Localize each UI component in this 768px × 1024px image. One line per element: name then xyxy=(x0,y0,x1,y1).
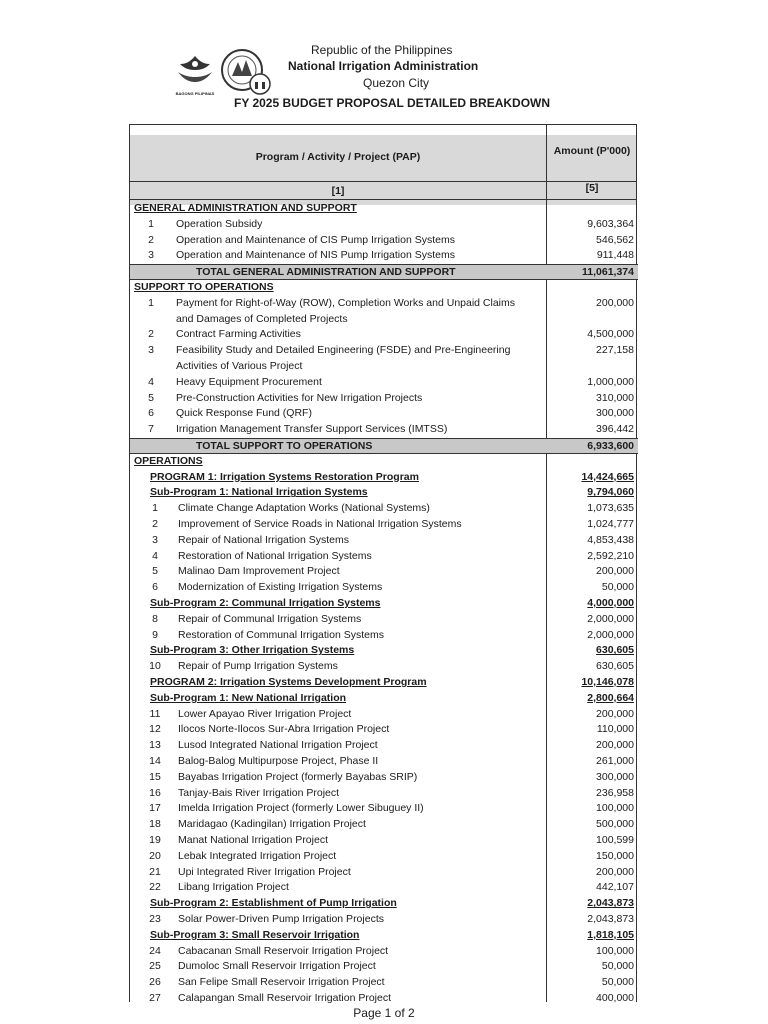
table-row xyxy=(130,786,638,800)
row-description: Contract Farming Activities xyxy=(176,328,301,341)
row-amount: 100,599 xyxy=(596,834,634,846)
table-row xyxy=(130,406,638,420)
row-description: Operation and Maintenance of CIS Pump Irrigation Systems xyxy=(176,233,455,246)
column-header-amount: Amount (P'000) xyxy=(553,145,631,157)
table-row xyxy=(130,391,638,405)
row-number: 23 xyxy=(149,913,161,925)
row-description: Upi Integrated River Irrigation Project xyxy=(178,865,351,878)
row-description: Improvement of Service Roads in National Irrigation Systems xyxy=(178,518,462,530)
table-row xyxy=(130,533,638,547)
row-amount: 200,000 xyxy=(596,707,634,720)
row-amount: 4,853,438 xyxy=(587,533,634,546)
row-amount: 2,000,000 xyxy=(587,612,634,625)
row-amount: 200,000 xyxy=(596,739,634,752)
row-description: Lower Apayao River Irrigation Project xyxy=(178,707,352,720)
row-number: 1 xyxy=(148,217,154,230)
row-number: 16 xyxy=(149,786,161,799)
table-row xyxy=(130,296,638,310)
row-description: Sub-Program 2: Communal Irrigation Systems xyxy=(150,597,381,609)
row-description: Cabacanan Small Reservoir Irrigation Project xyxy=(178,944,389,957)
row-amount: 200,000 xyxy=(596,565,634,578)
row-number: 17 xyxy=(149,802,161,815)
row-number: 7 xyxy=(148,423,154,436)
row-description: Modernization of Existing Irrigation Systems xyxy=(178,581,383,594)
row-description: Operation and Maintenance of NIS Pump Irrigation Systems xyxy=(176,249,455,262)
column-header-pap: Program / Activity / Project (PAP) xyxy=(255,151,421,163)
table-row xyxy=(130,375,638,389)
table-row xyxy=(130,485,638,499)
row-amount: 1,000,000 xyxy=(587,375,634,388)
table-row xyxy=(130,833,638,847)
document-header xyxy=(0,0,768,120)
row-description: Restoration of National Irrigation Systems xyxy=(178,549,372,562)
row-number: 14 xyxy=(149,755,161,767)
header-city: Quezon City xyxy=(363,76,430,90)
row-amount: 911,448 xyxy=(596,249,634,262)
row-amount: 1,073,635 xyxy=(587,502,634,515)
row-description: Imelda Irrigation Project (formerly Lower Sibuguey II) xyxy=(178,802,424,815)
table-row xyxy=(130,343,638,357)
table-row xyxy=(130,549,638,563)
bagong-pilipinas-logo xyxy=(172,52,218,96)
row-amount: 4,000,000 xyxy=(587,597,634,609)
row-description: Balog-Balog Multipurpose Project, Phase II xyxy=(178,755,379,767)
table-row xyxy=(130,312,638,326)
row-amount: 396,442 xyxy=(596,423,634,436)
row-number: 26 xyxy=(149,976,161,989)
row-description: Repair of Communal Irrigation Systems xyxy=(178,612,362,625)
row-description: PROGRAM 1: Irrigation Systems Restoration Program xyxy=(150,470,419,483)
table-row xyxy=(130,580,638,594)
row-description: Ilocos Norte-Ilocos Sur-Abra Irrigation Project xyxy=(178,723,390,736)
row-amount: 50,000 xyxy=(601,976,634,989)
row-amount: 150,000 xyxy=(596,849,634,862)
table-row xyxy=(130,928,638,942)
row-amount: 300,000 xyxy=(596,407,634,420)
row-amount: 546,562 xyxy=(596,233,634,246)
row-amount: 261,000 xyxy=(596,755,634,767)
row-number: 1 xyxy=(148,296,154,309)
row-amount: 2,043,873 xyxy=(587,897,634,910)
row-number: 12 xyxy=(149,723,161,736)
row-amount: 50,000 xyxy=(601,581,634,594)
row-number: 4 xyxy=(148,375,154,388)
table-row xyxy=(130,738,638,752)
row-number: 3 xyxy=(148,344,154,357)
row-number: 25 xyxy=(149,960,161,973)
table-row xyxy=(130,865,638,879)
row-number: 19 xyxy=(149,834,161,846)
table-row xyxy=(130,628,638,642)
row-description: Tanjay-Bais River Irrigation Project xyxy=(178,786,340,799)
row-amount: 10,146,078 xyxy=(581,676,634,688)
page-title: FY 2025 BUDGET PROPOSAL DETAILED BREAKDOWN xyxy=(234,96,551,110)
row-description: Pre-Construction Activities for New Irrigation Projects xyxy=(176,391,423,404)
table-row xyxy=(130,612,638,626)
row-description: SUPPORT TO OPERATIONS xyxy=(134,281,274,293)
row-number: 10 xyxy=(149,660,161,673)
row-description: San Felipe Small Reservoir Irrigation Project xyxy=(178,976,385,989)
row-description: Repair of Pump Irrigation Systems xyxy=(178,660,338,673)
row-amount: 236,958 xyxy=(596,786,634,799)
table-row xyxy=(130,517,638,531)
row-number: 8 xyxy=(152,612,158,625)
row-description: PROGRAM 2: Irrigation Systems Development Program xyxy=(150,676,427,688)
row-description: Feasibility Study and Detailed Engineering (FSDE) and Pre-Engineering xyxy=(176,344,511,357)
row-amount: 300,000 xyxy=(596,770,634,783)
row-amount: 50,000 xyxy=(601,960,634,973)
table-row xyxy=(130,201,638,215)
logo-caption: BAGONG PILIPINAS xyxy=(175,91,215,96)
row-amount: 100,000 xyxy=(596,944,634,957)
row-description: Solar Power-Driven Pump Irrigation Projects xyxy=(178,913,384,925)
row-number: 21 xyxy=(149,865,161,878)
table-row xyxy=(130,248,638,262)
row-amount: 400,000 xyxy=(596,992,634,1004)
table-row xyxy=(130,722,638,736)
table-row xyxy=(130,817,638,831)
table-row xyxy=(130,659,638,673)
row-number: 18 xyxy=(149,818,161,831)
row-amount: 2,043,873 xyxy=(587,913,634,925)
row-number: 2 xyxy=(152,518,158,530)
table-row xyxy=(130,643,638,657)
row-description: TOTAL GENERAL ADMINISTRATION AND SUPPORT xyxy=(196,266,456,279)
table-row xyxy=(130,217,638,231)
table-row xyxy=(130,596,638,610)
row-number: 2 xyxy=(148,328,154,341)
row-number: 22 xyxy=(149,881,161,894)
row-amount: 2,000,000 xyxy=(587,628,634,641)
row-description: TOTAL SUPPORT TO OPERATIONS xyxy=(196,440,373,452)
row-amount: 500,000 xyxy=(596,818,634,831)
row-amount: 6,933,600 xyxy=(587,440,634,452)
row-description: Quick Response Fund (QRF) xyxy=(176,407,312,420)
row-description: Libang Irrigation Project xyxy=(178,881,289,894)
row-amount: 2,592,210 xyxy=(587,549,634,562)
row-description: Malinao Dam Improvement Project xyxy=(178,565,340,578)
header-bottom-line xyxy=(130,199,636,200)
row-amount: 200,000 xyxy=(596,296,634,309)
row-amount: 630,605 xyxy=(596,660,634,673)
row-number: 5 xyxy=(148,391,154,404)
row-description: Dumoloc Small Reservoir Irrigation Project xyxy=(178,960,376,973)
table-row xyxy=(130,959,638,973)
row-amount: 310,000 xyxy=(596,391,634,404)
nia-seal-logo xyxy=(218,46,274,98)
row-description: Calapangan Small Reservoir Irrigation Project xyxy=(178,992,392,1004)
row-description: Irrigation Management Transfer Support Services (IMTSS) xyxy=(176,423,448,436)
row-number: 11 xyxy=(149,707,161,720)
table-row xyxy=(130,280,638,294)
column-index-pap: [1] xyxy=(331,185,345,197)
page-footer: Page 1 of 2 xyxy=(353,1006,415,1020)
row-amount: 1,024,777 xyxy=(587,518,634,530)
row-number: 24 xyxy=(149,944,161,957)
table-row xyxy=(130,944,638,958)
row-number: 5 xyxy=(152,565,158,578)
table-row xyxy=(130,801,638,815)
table-row xyxy=(130,438,638,454)
table-row xyxy=(130,454,638,468)
table-row xyxy=(130,912,638,926)
table-row xyxy=(130,327,638,341)
row-description: GENERAL ADMINISTRATION AND SUPPORT xyxy=(134,202,357,214)
row-amount: 9,794,060 xyxy=(587,486,634,499)
table-row xyxy=(130,470,638,484)
table-row xyxy=(130,975,638,989)
row-amount: 110,000 xyxy=(596,723,634,736)
row-description: Climate Change Adaptation Works (National Systems) xyxy=(178,502,430,515)
row-amount: 442,107 xyxy=(596,881,634,894)
table-row xyxy=(130,264,638,280)
row-description: Activities of Various Project xyxy=(176,360,303,372)
column-index-amount: [5] xyxy=(585,182,599,194)
row-number: 27 xyxy=(149,992,161,1004)
row-amount: 14,424,665 xyxy=(581,470,634,483)
row-number: 1 xyxy=(152,502,158,515)
row-description: Lusod Integrated National Irrigation Project xyxy=(178,739,378,752)
row-amount: 11,061,374 xyxy=(582,266,634,279)
row-number: 9 xyxy=(152,628,158,641)
header-republic: Republic of the Philippines xyxy=(311,43,453,57)
row-description: Sub-Program 1: National Irrigation Systems xyxy=(150,486,368,499)
row-description: Sub-Program 2: Establishment of Pump Irrigation xyxy=(150,897,397,910)
row-description: Sub-Program 1: New National Irrigation xyxy=(150,691,347,704)
table-row xyxy=(130,422,638,436)
table-row xyxy=(130,770,638,784)
table-row xyxy=(130,501,638,515)
row-amount: 200,000 xyxy=(596,865,634,878)
row-description: Sub-Program 3: Other Irrigation Systems xyxy=(150,644,355,657)
row-description: Repair of National Irrigation Systems xyxy=(178,533,349,546)
row-number: 6 xyxy=(148,407,154,420)
row-amount: 1,818,105 xyxy=(587,928,634,941)
table-row xyxy=(130,359,638,373)
table-row xyxy=(130,675,638,689)
row-number: 3 xyxy=(152,533,158,546)
table-row xyxy=(130,691,638,705)
table-row xyxy=(130,991,638,1005)
row-amount: 2,800,664 xyxy=(587,691,634,704)
row-number: 4 xyxy=(152,549,158,562)
row-description: OPERATIONS xyxy=(134,454,203,467)
row-description: Bayabas Irrigation Project (formerly Bayabas SRIP) xyxy=(178,770,418,783)
row-amount: 227,158 xyxy=(596,344,634,357)
row-description: Sub-Program 3: Small Reservoir Irrigation xyxy=(150,928,360,941)
row-description: and Damages of Completed Projects xyxy=(176,312,348,325)
budget-table xyxy=(129,124,637,1002)
row-description: Restoration of Communal Irrigation Systems xyxy=(178,628,384,641)
row-number: 13 xyxy=(149,739,161,752)
row-description: Heavy Equipment Procurement xyxy=(176,375,322,388)
row-amount: 630,605 xyxy=(596,644,634,657)
row-number: 15 xyxy=(149,770,161,783)
row-amount: 4,500,000 xyxy=(587,328,634,341)
row-description: Manat National Irrigation Project xyxy=(178,834,328,846)
table-row xyxy=(130,564,638,578)
table-row xyxy=(130,896,638,910)
row-number: 20 xyxy=(149,849,161,862)
row-number: 2 xyxy=(148,233,154,246)
row-description: Operation Subsidy xyxy=(176,217,263,230)
table-row xyxy=(130,233,638,247)
row-description: Payment for Right-of-Way (ROW), Completion Works and Unpaid Claims xyxy=(176,296,516,309)
table-row xyxy=(130,707,638,721)
table-row xyxy=(130,754,638,768)
row-description: Lebak Integrated Irrigation Project xyxy=(178,849,337,862)
row-description: Maridagao (Kadingilan) Irrigation Project xyxy=(178,818,366,831)
table-row xyxy=(130,849,638,863)
header-agency: National Irrigation Administration xyxy=(288,59,479,73)
row-amount: 9,603,364 xyxy=(587,217,634,230)
row-amount: 100,000 xyxy=(596,802,634,815)
row-number: 3 xyxy=(148,249,154,262)
row-number: 6 xyxy=(152,581,158,594)
table-row xyxy=(130,880,638,894)
